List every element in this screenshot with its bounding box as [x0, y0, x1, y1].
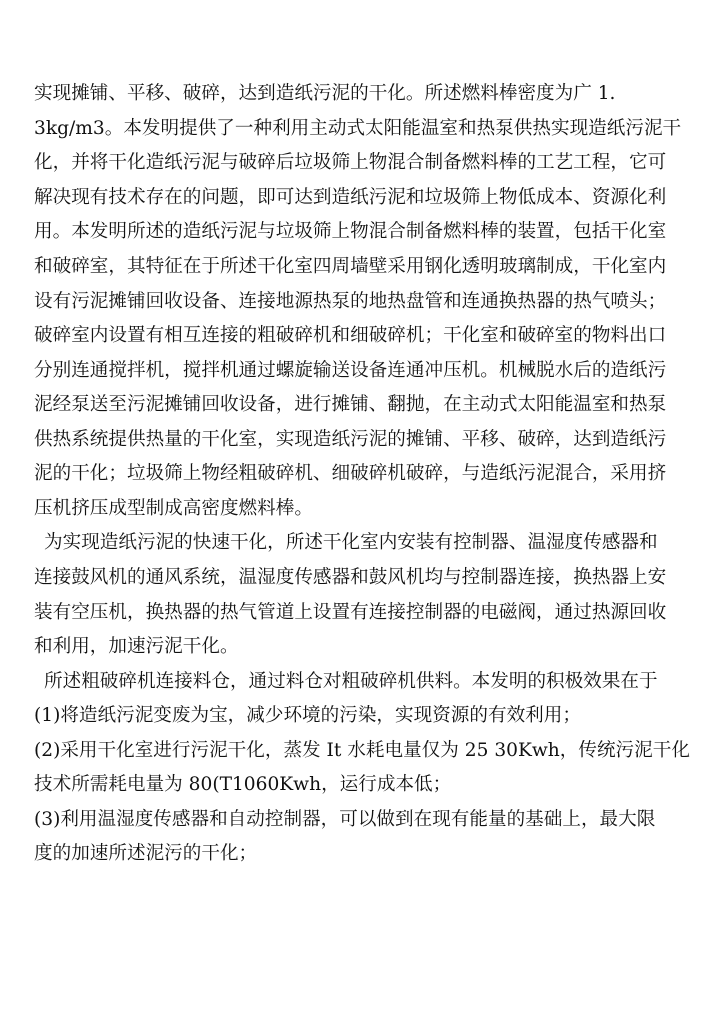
text-line: 技术所需耗电量为 80(T1060Kwh，运行成本低；	[34, 774, 452, 795]
list-item: (1)将造纸污泥变废为宝，减少环境的污染，实现资源的有效利用；	[34, 705, 581, 726]
text-line: 破碎室内设置有相互连接的粗破碎机和细破碎机；干化室和破碎室的物料出口	[34, 325, 667, 346]
text-line: 连接鼓风机的通风系统，温湿度传感器和鼓风机均与控制器连接，换热器上安	[34, 567, 667, 588]
text-line: 度的加速所述泥污的干化；	[34, 843, 258, 864]
paragraph-first-line: 所述粗破碎机连接料仓，通过料仓对粗破碎机供料。本发明的积极效果在于	[44, 671, 658, 692]
text-line: 和利用，加速污泥干化。	[34, 636, 239, 657]
text-line: 装有空压机，换热器的热气管道上设置有连接控制器的电磁阀，通过热源回收	[34, 602, 667, 623]
text-line: 解决现有技术存在的问题，即可达到造纸污泥和垃圾筛上物低成本、资源化利	[34, 187, 667, 208]
text-line: 压机挤压成型制成高密度燃料棒。	[34, 498, 313, 519]
text-line: 分别连通搅拌机，搅拌机通过螺旋输送设备连通冲压机。机械脱水后的造纸污	[34, 360, 667, 381]
text-line: 设有污泥摊铺回收设备、连接地源热泵的地热盘管和连通换热器的热气喷头；	[34, 291, 667, 312]
text-line: 和破碎室，其特征在于所述干化室四周墙壁采用钢化透明玻璃制成，干化室内	[34, 256, 667, 277]
text-line: 泥的干化；垃圾筛上物经粗破碎机、细破碎机破碎，与造纸污泥混合，采用挤	[34, 463, 667, 484]
list-item: (2)采用干化室进行污泥干化，蒸发 It 水耗电量仅为 25 30Kwh，传统污泥干化	[34, 740, 690, 761]
text-line: 用。本发明所述的造纸污泥与垃圾筛上物混合制备燃料棒的装置，包括干化室	[34, 221, 667, 242]
list-item: (3)利用温湿度传感器和自动控制器，可以做到在现有能量的基础上，最大限	[34, 809, 656, 830]
text-line: 3kg/m3。本发明提供了一种利用主动式太阳能温室和热泵供热实现造纸污泥干	[34, 118, 682, 139]
text-line: 化，并将干化造纸污泥与破碎后垃圾筛上物混合制备燃料棒的工艺工程，它可	[34, 152, 667, 173]
text-line: 实现摊铺、平移、破碎，达到造纸污泥的干化。所述燃料棒密度为广 1.	[34, 83, 616, 104]
text-line: 供热系统提供热量的干化室，实现造纸污泥的摊铺、平移、破碎，达到造纸污	[34, 429, 667, 450]
paragraph-first-line: 为实现造纸污泥的快速干化，所述干化室内安装有控制器、温湿度传感器和	[44, 532, 658, 553]
text-line: 泥经泵送至污泥摊铺回收设备，进行摊铺、翻抛，在主动式太阳能温室和热泵	[34, 394, 667, 415]
